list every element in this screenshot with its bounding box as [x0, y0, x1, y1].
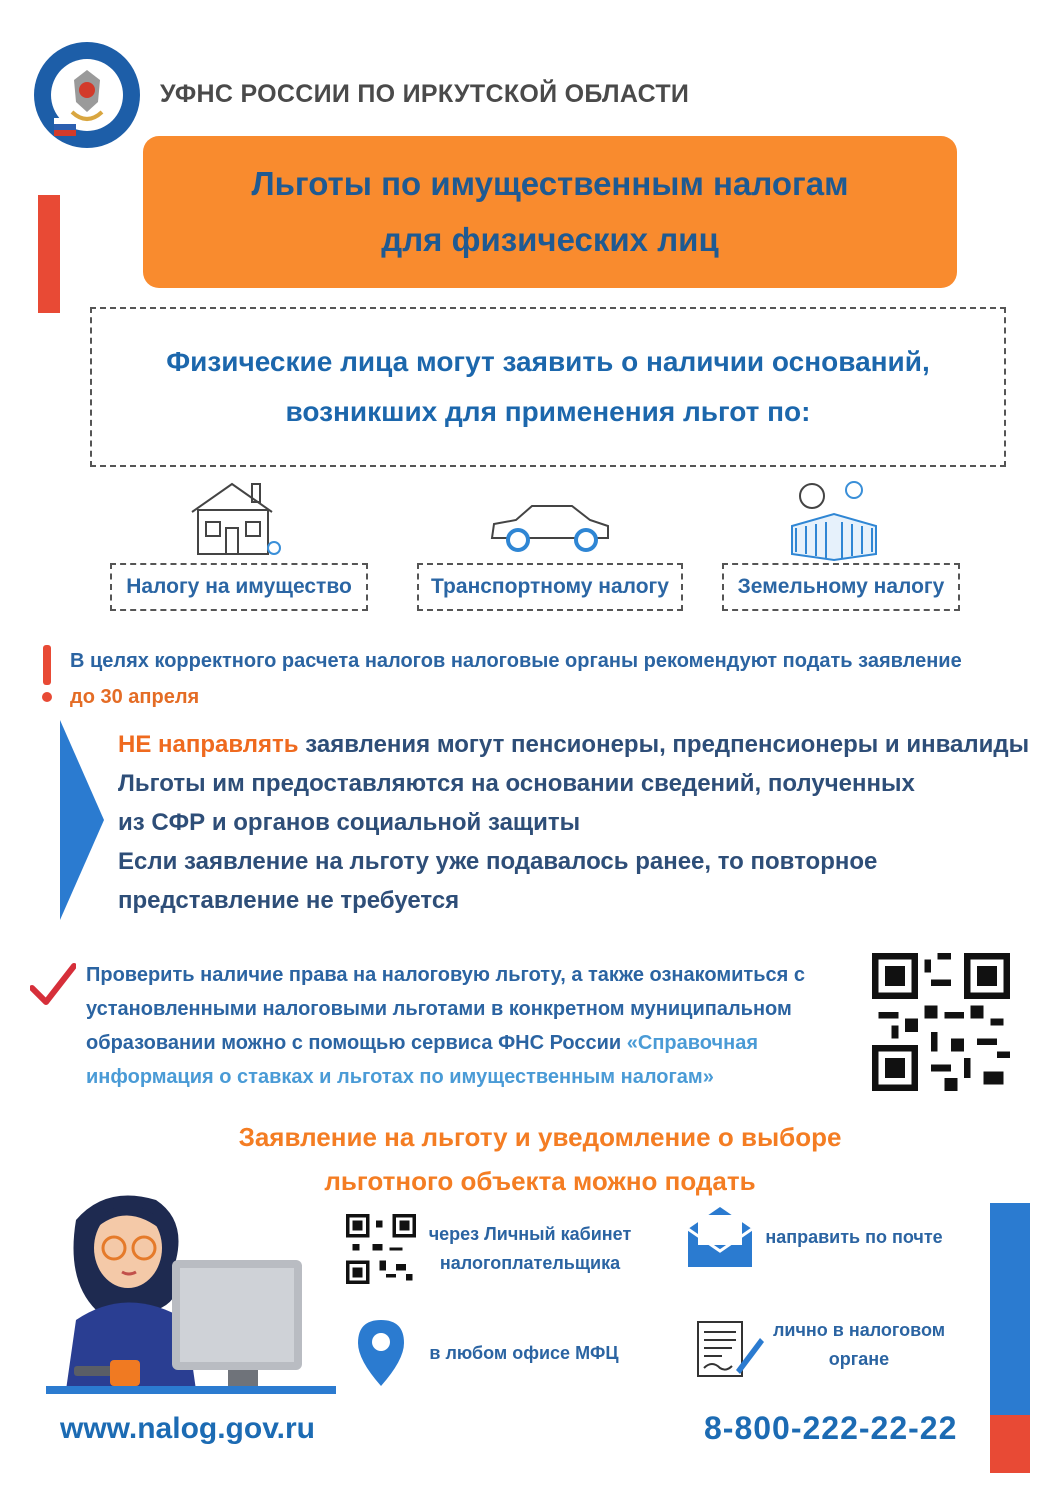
recommendation-line: В целях корректного расчета налогов налоговые органы рекомендуют подать заявление — [70, 650, 962, 672]
submit-heading-line-2: льготного объекта можно подать — [324, 1166, 756, 1196]
option-cabinet-line-1: через Личный кабинет — [428, 1224, 632, 1244]
tax-label-land: Земельному налогу — [722, 563, 960, 611]
checkmark-icon — [30, 962, 76, 1008]
intro-box — [90, 307, 1006, 467]
info-line-2: Льготы им предоставляются на основании сведений, полученных — [118, 770, 915, 797]
title-line-2: для физических лиц — [381, 221, 719, 258]
recommendation-text — [70, 643, 1030, 715]
info-line-1-rest: заявления могут пенсионеры, предпенсионеры и инвалиды — [298, 731, 1030, 758]
organization-name: УФНС РОССИИ ПО ИРКУТСКОЙ ОБЛАСТИ — [160, 80, 690, 108]
info-line-4: Если заявление на льготу уже подавалось ранее, то повторное — [118, 848, 878, 875]
info-line-1 — [118, 725, 1048, 764]
not-send-emphasis: НЕ направлять — [118, 731, 299, 758]
arrow-marker-icon — [60, 720, 104, 920]
submit-heading-line-1: Заявление на льготу и уведомление о выборе — [238, 1122, 842, 1152]
info-line-3: из СФР и органов социальной защиты — [118, 809, 581, 836]
intro-line-2: возникших для применения льгот по: — [285, 396, 811, 427]
option-office-line-1: лично в налоговом — [772, 1320, 946, 1340]
house-icon — [188, 478, 284, 558]
title-line-1: Льготы по имущественным налогам — [251, 165, 849, 202]
exclamation-icon — [40, 645, 54, 703]
service-link[interactable]: «Справочная информация о ставках и льготах по имущественным налогам» — [86, 1032, 759, 1088]
option-mail[interactable]: направить по почте — [765, 1227, 943, 1247]
land-plot-icon — [786, 478, 882, 562]
intro-line-1: Физические лица могут заявить о наличии оснований, — [166, 346, 930, 377]
verify-text — [86, 958, 856, 1094]
envelope-icon — [686, 1205, 754, 1269]
hotline-phone[interactable]: 8-800-222-22-22 — [704, 1410, 958, 1446]
info-block — [118, 725, 1048, 920]
deadline: до 30 апреля — [70, 686, 200, 708]
tax-label-property: Налогу на имущество — [110, 563, 368, 611]
option-office-line-2: органе — [828, 1349, 890, 1369]
fns-logo — [32, 40, 142, 150]
option-office[interactable] — [770, 1316, 948, 1374]
option-cabinet[interactable] — [424, 1220, 636, 1278]
red-accent-bar — [38, 195, 60, 313]
tax-label-transport: Транспортному налогу — [417, 563, 683, 611]
blue-accent-bar — [990, 1203, 1030, 1415]
car-icon — [486, 498, 614, 554]
qr-code-icon[interactable] — [872, 952, 1010, 1092]
option-mfc[interactable]: в любом офисе МФЦ — [429, 1343, 619, 1363]
woman-at-computer-illustration — [36, 1190, 336, 1410]
website-link[interactable]: www.nalog.gov.ru — [60, 1412, 315, 1445]
red-accent-bar-bottom — [990, 1415, 1030, 1473]
info-line-5: представление не требуется — [118, 887, 460, 914]
location-pin-icon — [356, 1318, 406, 1388]
verify-body: Проверить наличие права на налоговую льготу, а также ознакомиться с установленными налоговыми льготами в конкретном муниципальном образовании можно с помощью сервиса ФНС России — [86, 964, 805, 1054]
cabinet-qr-icon[interactable] — [346, 1214, 416, 1284]
signing-document-icon — [692, 1318, 766, 1380]
title-banner — [143, 136, 957, 288]
option-cabinet-line-2: налогоплательщика — [439, 1253, 621, 1273]
